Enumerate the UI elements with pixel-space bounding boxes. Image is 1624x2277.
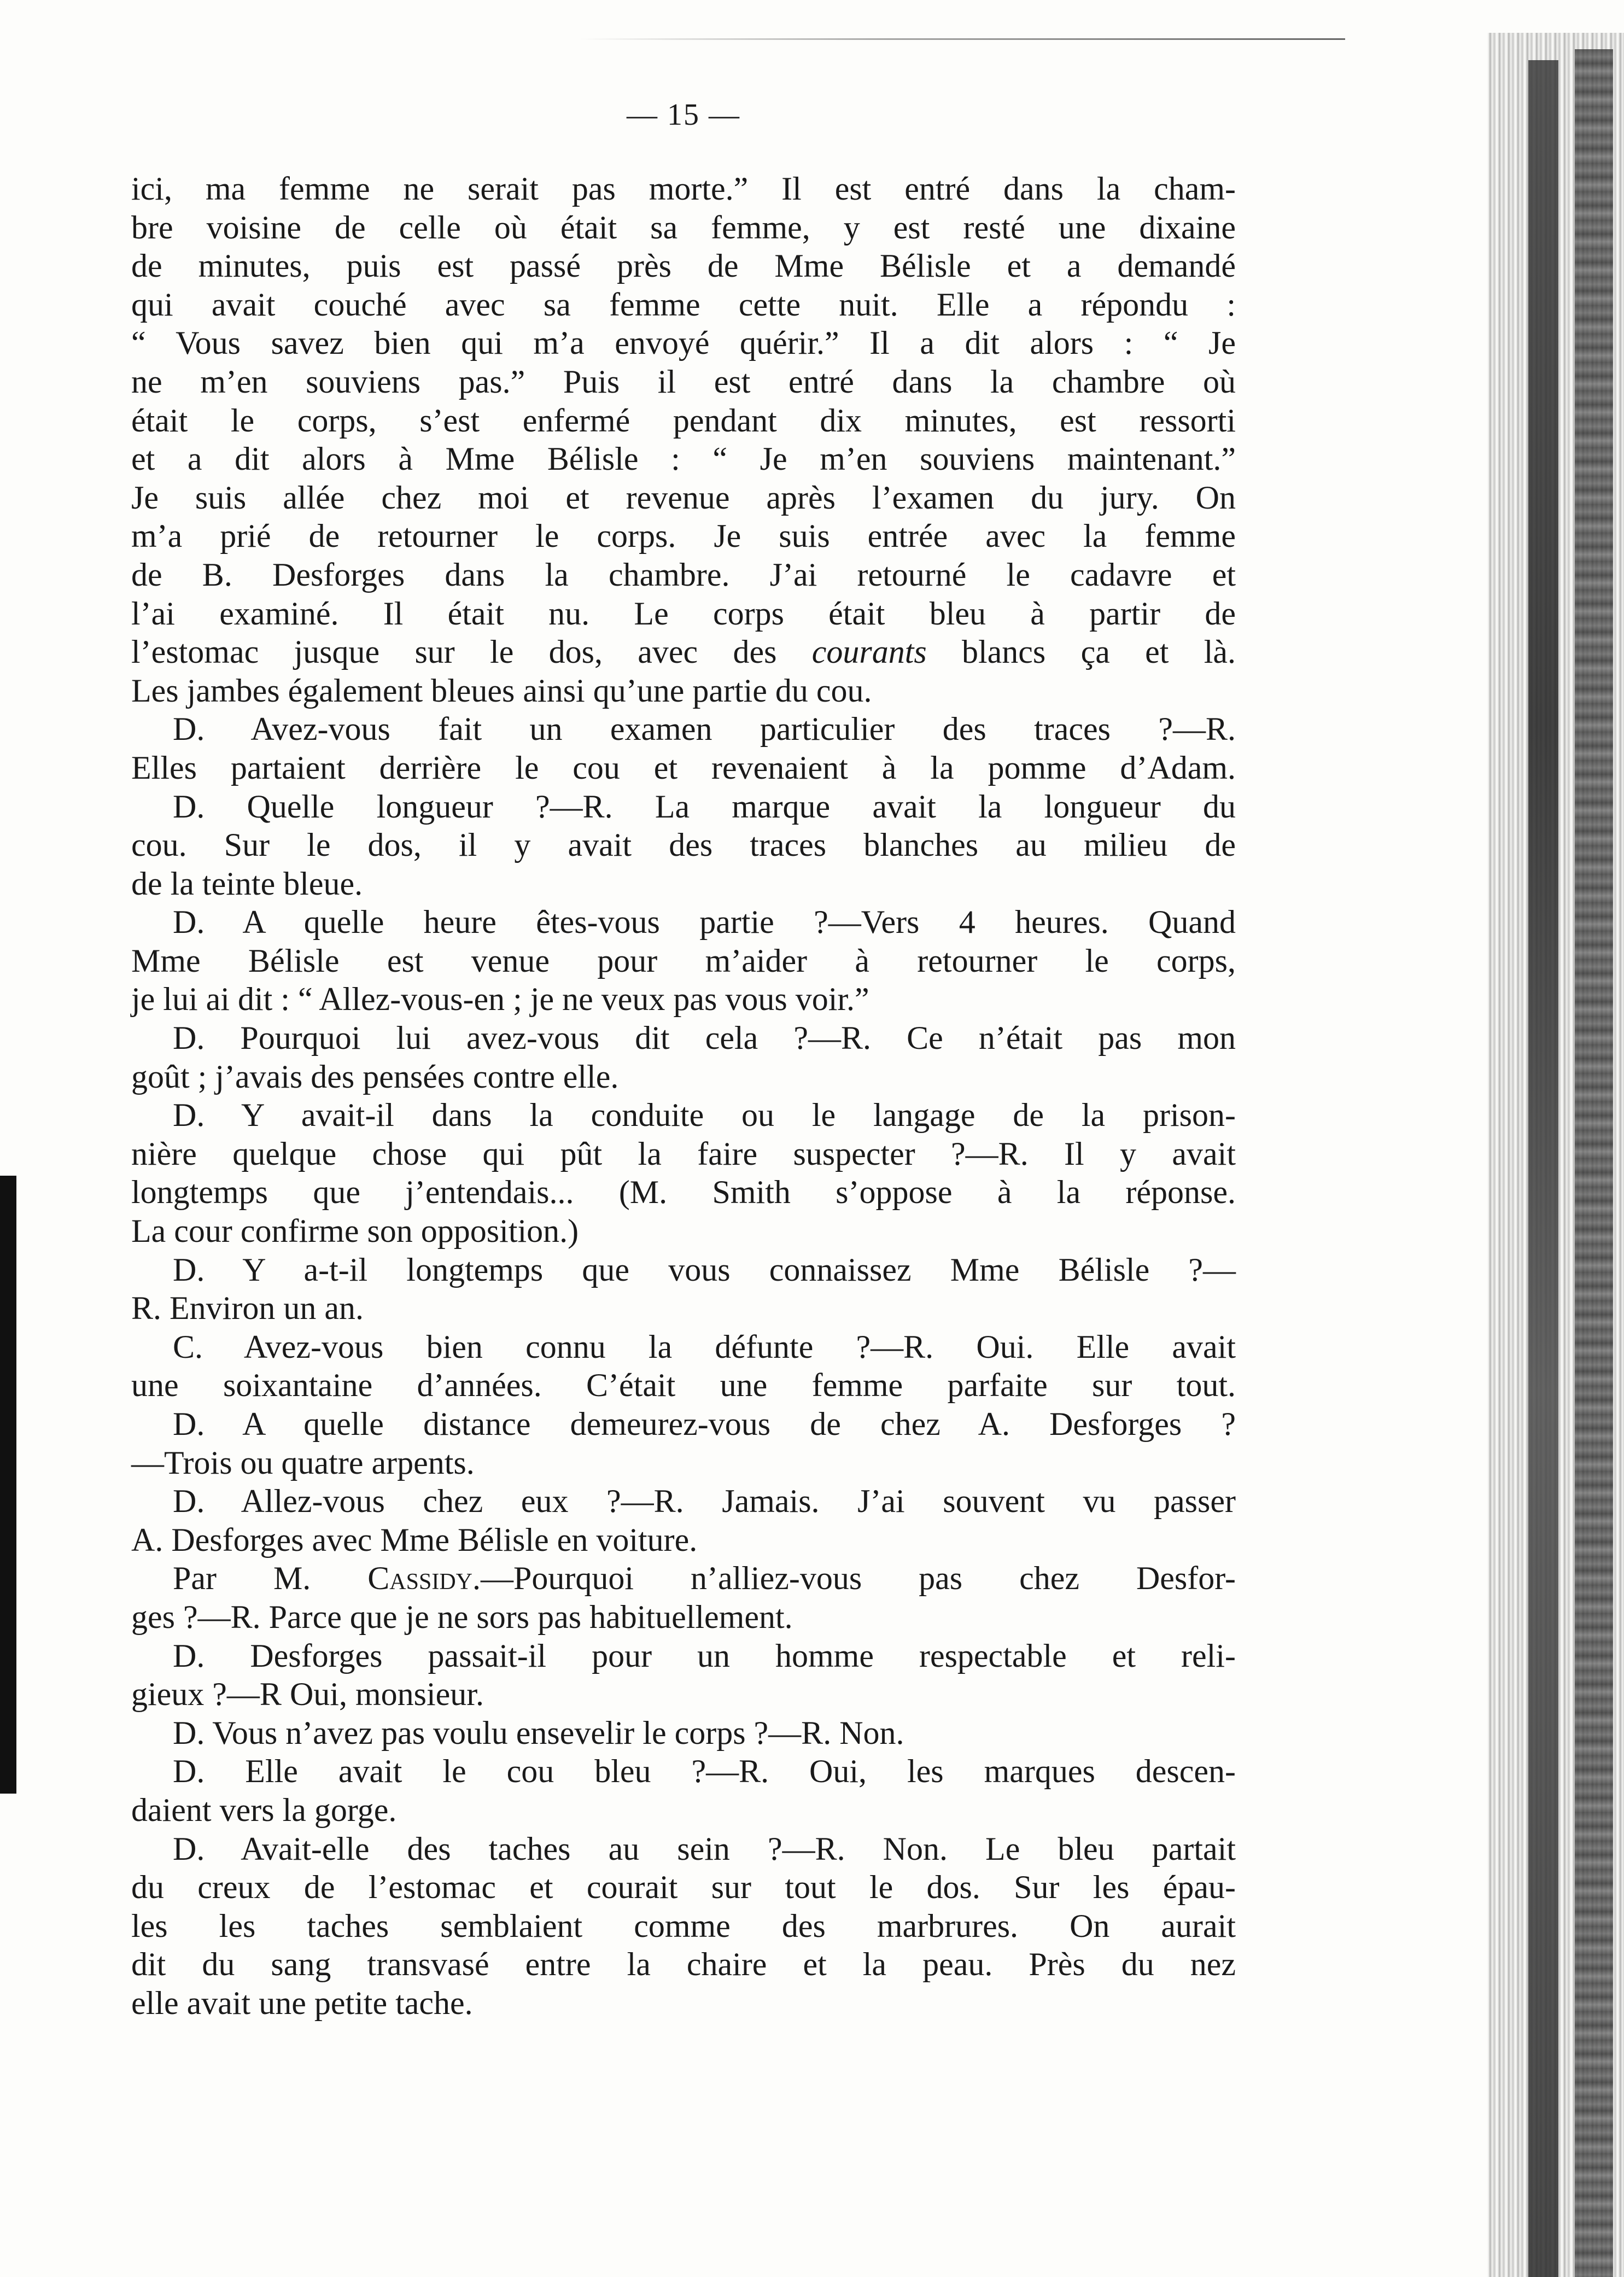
scan-left-bar bbox=[0, 1176, 16, 1794]
text-line: D. Elle avait le cou bleu ?—R. Oui, les marques descen- bbox=[173, 1753, 1236, 1790]
text-line: D. A quelle distance demeurez-vous de chez A. Desforges ? bbox=[173, 1406, 1236, 1442]
text-line: goût ; j’avais des pensées contre elle. bbox=[131, 1058, 619, 1095]
text-line: Les jambes également bleues ainsi qu’une partie du cou. bbox=[131, 672, 872, 709]
text-line: D. Quelle longueur ?—R. La marque avait la longueur du bbox=[173, 788, 1236, 825]
text-line: ges ?—R. Parce que je ne sors pas habituellement. bbox=[131, 1598, 793, 1635]
text-segment: l’estomac jusque sur le dos, avec des bbox=[131, 634, 812, 670]
text-line: elle avait une petite tache. bbox=[131, 1984, 473, 2021]
text-segment: .—Pourquoi n’alliez-vous pas chez Desfor- bbox=[472, 1560, 1236, 1597]
text-line: “ Vous savez bien qui m’a envoyé quérir.” Il a dit alors : “ Je bbox=[131, 325, 1236, 361]
text-line: daient vers la gorge. bbox=[131, 1791, 397, 1828]
text-line: de B. Desforges dans la chambre. J’ai retourné le cadavre et bbox=[131, 556, 1236, 593]
text-line: Je suis allée chez moi et revenue après l’examen du jury. On bbox=[131, 479, 1236, 516]
text-line: D. Allez-vous chez eux ?—R. Jamais. J’ai souvent vu passer bbox=[173, 1483, 1236, 1520]
text-line: D. Pourquoi lui avez-vous dit cela ?—R. Ce n’était pas mon bbox=[173, 1020, 1236, 1056]
text-line: D. Y avait-il dans la conduite ou le langage de la prison- bbox=[173, 1097, 1236, 1134]
text-line: D. A quelle heure êtes-vous partie ?—Vers 4 heures. Quand bbox=[173, 904, 1236, 941]
scan-edge-strip bbox=[1575, 49, 1613, 2277]
text-line: de minutes, puis est passé près de Mme Bélisle et a demandé bbox=[131, 248, 1236, 284]
text-segment: Par M. bbox=[173, 1560, 368, 1597]
text-line: gieux ?—R Oui, monsieur. bbox=[131, 1676, 484, 1713]
text-line: l’ai examiné. Il était nu. Le corps était bleu à partir de bbox=[131, 595, 1236, 632]
small-caps-name: Cassidy bbox=[367, 1560, 472, 1597]
text-line: une soixantaine d’années. C’était une femme parfaite sur tout. bbox=[131, 1367, 1236, 1404]
text-line: D. Avait-elle des taches au sein ?—R. Non. Le bleu partait bbox=[173, 1830, 1236, 1867]
text-line: —Trois ou quatre arpents. bbox=[131, 1444, 475, 1481]
text-line: nière quelque chose qui pût la faire suspecter ?—R. Il y avait bbox=[131, 1135, 1236, 1172]
text-line: m’a prié de retourner le corps. Je suis entrée avec la femme bbox=[131, 518, 1236, 554]
text-line bbox=[131, 633, 1236, 672]
text-line bbox=[131, 1559, 1236, 1598]
text-line: D. Y a-t-il longtemps que vous connaissez Mme Bélisle ?— bbox=[173, 1251, 1236, 1288]
text-line: et a dit alors à Mme Bélisle : “ Je m’en souviens maintenant.” bbox=[131, 441, 1236, 477]
text-line: je lui ai dit : “ Allez-vous-en ; je ne veux pas vous voir.” bbox=[131, 981, 869, 1018]
top-rule bbox=[580, 38, 1345, 40]
page-number: — 15 — bbox=[627, 98, 740, 132]
text-line: ici, ma femme ne serait pas morte.” Il est entré dans la cham- bbox=[131, 171, 1236, 207]
text-line: C. Avez-vous bien connu la défunte ?—R. Oui. Elle avait bbox=[173, 1328, 1236, 1365]
text-line: R. Environ un an. bbox=[131, 1290, 364, 1327]
text-line: était le corps, s’est enfermé pendant dix minutes, est ressorti bbox=[131, 402, 1236, 439]
text-line: du creux de l’estomac et courait sur tout le dos. Sur les épau- bbox=[131, 1869, 1236, 1906]
text-line: longtemps que j’entendais... (M. Smith s’oppose à la réponse. bbox=[131, 1174, 1236, 1211]
text-line: cou. Sur le dos, il y avait des traces blanches au milieu de bbox=[131, 827, 1236, 863]
text-line: Elles partaient derrière le cou et revenaient à la pomme d’Adam. bbox=[131, 749, 1236, 786]
text-line: ne m’en souviens pas.” Puis il est entré dans la chambre où bbox=[131, 363, 1236, 400]
text-line: bre voisine de celle où était sa femme, y est resté une dixaine bbox=[131, 209, 1236, 246]
text-line: qui avait couché avec sa femme cette nuit. Elle a répondu : bbox=[131, 286, 1236, 323]
text-line: D. Avez-vous fait un examen particulier des traces ?—R. bbox=[173, 711, 1236, 748]
italic-word: courants bbox=[811, 634, 927, 670]
text-line: Mme Bélisle est venue pour m’aider à retourner le corps, bbox=[131, 942, 1236, 979]
text-line: D. Desforges passait-il pour un homme respectable et reli- bbox=[173, 1637, 1236, 1674]
text-line: de la teinte bleue. bbox=[131, 865, 363, 902]
text-line: les les taches semblaient comme des marbrures. On aurait bbox=[131, 1907, 1236, 1944]
text-line: La cour confirme son opposition.) bbox=[131, 1213, 579, 1250]
text-line: D. Vous n’avez pas voulu ensevelir le corps ?—R. Non. bbox=[173, 1714, 904, 1751]
scan-edge-dark-band bbox=[1528, 60, 1558, 2277]
text-segment: blancs ça et là. bbox=[926, 634, 1236, 670]
body-text bbox=[131, 170, 1236, 2023]
text-line: dit du sang transvasé entre la chaire et la peau. Près du nez bbox=[131, 1946, 1236, 1983]
text-line: A. Desforges avec Mme Bélisle en voiture. bbox=[131, 1521, 698, 1558]
